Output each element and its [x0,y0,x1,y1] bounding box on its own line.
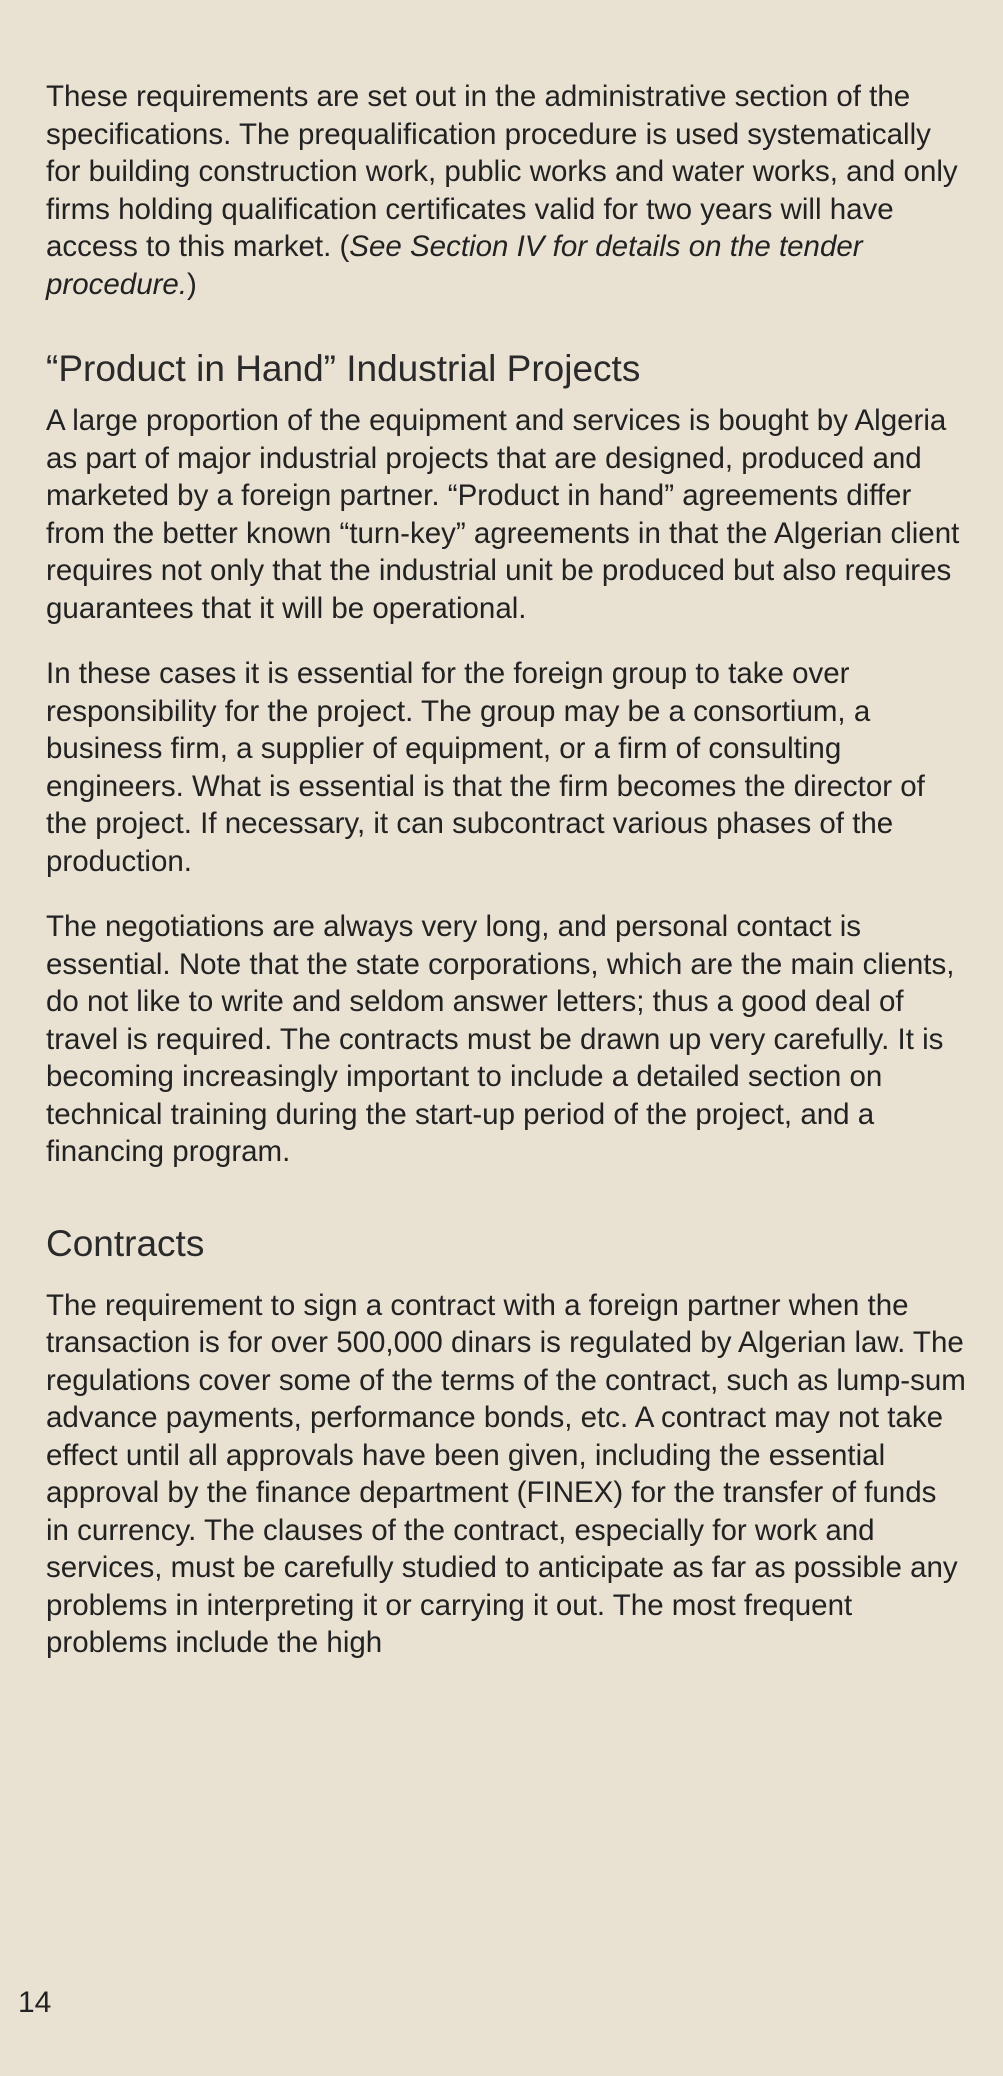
page-content [46,78,966,1662]
section-reference: See Section IV for details on the tender procedure. [46,230,863,301]
paragraph-product-in-hand-1: A large proportion of the equipment and services is bought by Algeria as part of major industrial projects that are designed, produced and marketed by a foreign partner. “Product in hand” agreements differ from the better known “turn-key” agreements in that the Algerian client requires not only that the industrial unit be produced but also requires guarantees that it will be operational. [46,404,960,625]
heading-contracts: Contracts [46,1222,205,1264]
paragraph-contracts: The requirement to sign a contract with a foreign partner when the transaction is for over 500,000 dinars is regulated by Algerian law. The regulations cover some of the terms of the contract, such as lump-sum advance payments, performance bonds, etc. A contract may not take effect until all approvals have been given, including the essential approval by the finance department (FINEX) for the transfer of funds in currency. The clauses of the contract, especially for work and services, must be carefully studied to anticipate as far as possible any problems in interpreting it or carrying it out. The most frequent problems include the high [46,1288,966,1659]
page-number: 14 [18,1986,52,2019]
intro-text: These requirements are set out in the administrative section of the specifications. The prequalification procedure is used systematically for building construction work, public works and water works, and only firms holding qualification certificates valid for two years will have access to this market. ( [46,80,958,263]
paragraph-product-in-hand-2: In these cases it is essential for the foreign group to take over responsibility for the project. The group may be a consortium, a business firm, a supplier of equipment, or a firm of consulting engineers. What is essential is that the firm becomes the director of the project. If necessary, it can subcontract various phases of the production. [46,657,925,878]
intro-closing: ) [187,267,197,301]
intro-paragraph [46,78,966,303]
heading-product-in-hand: “Product in Hand” Industrial Projects [46,348,641,389]
paragraph-product-in-hand-3: The negotiations are always very long, and personal contact is essential. Note that the state corporations, which are the main clients, do not like to write and seldom answer letters; thus a good deal of travel is required. The contracts must be drawn up very carefully. It is becoming increasingly important to include a detailed section on technical training during the start-up period of the project, and a financing program. [46,910,955,1168]
